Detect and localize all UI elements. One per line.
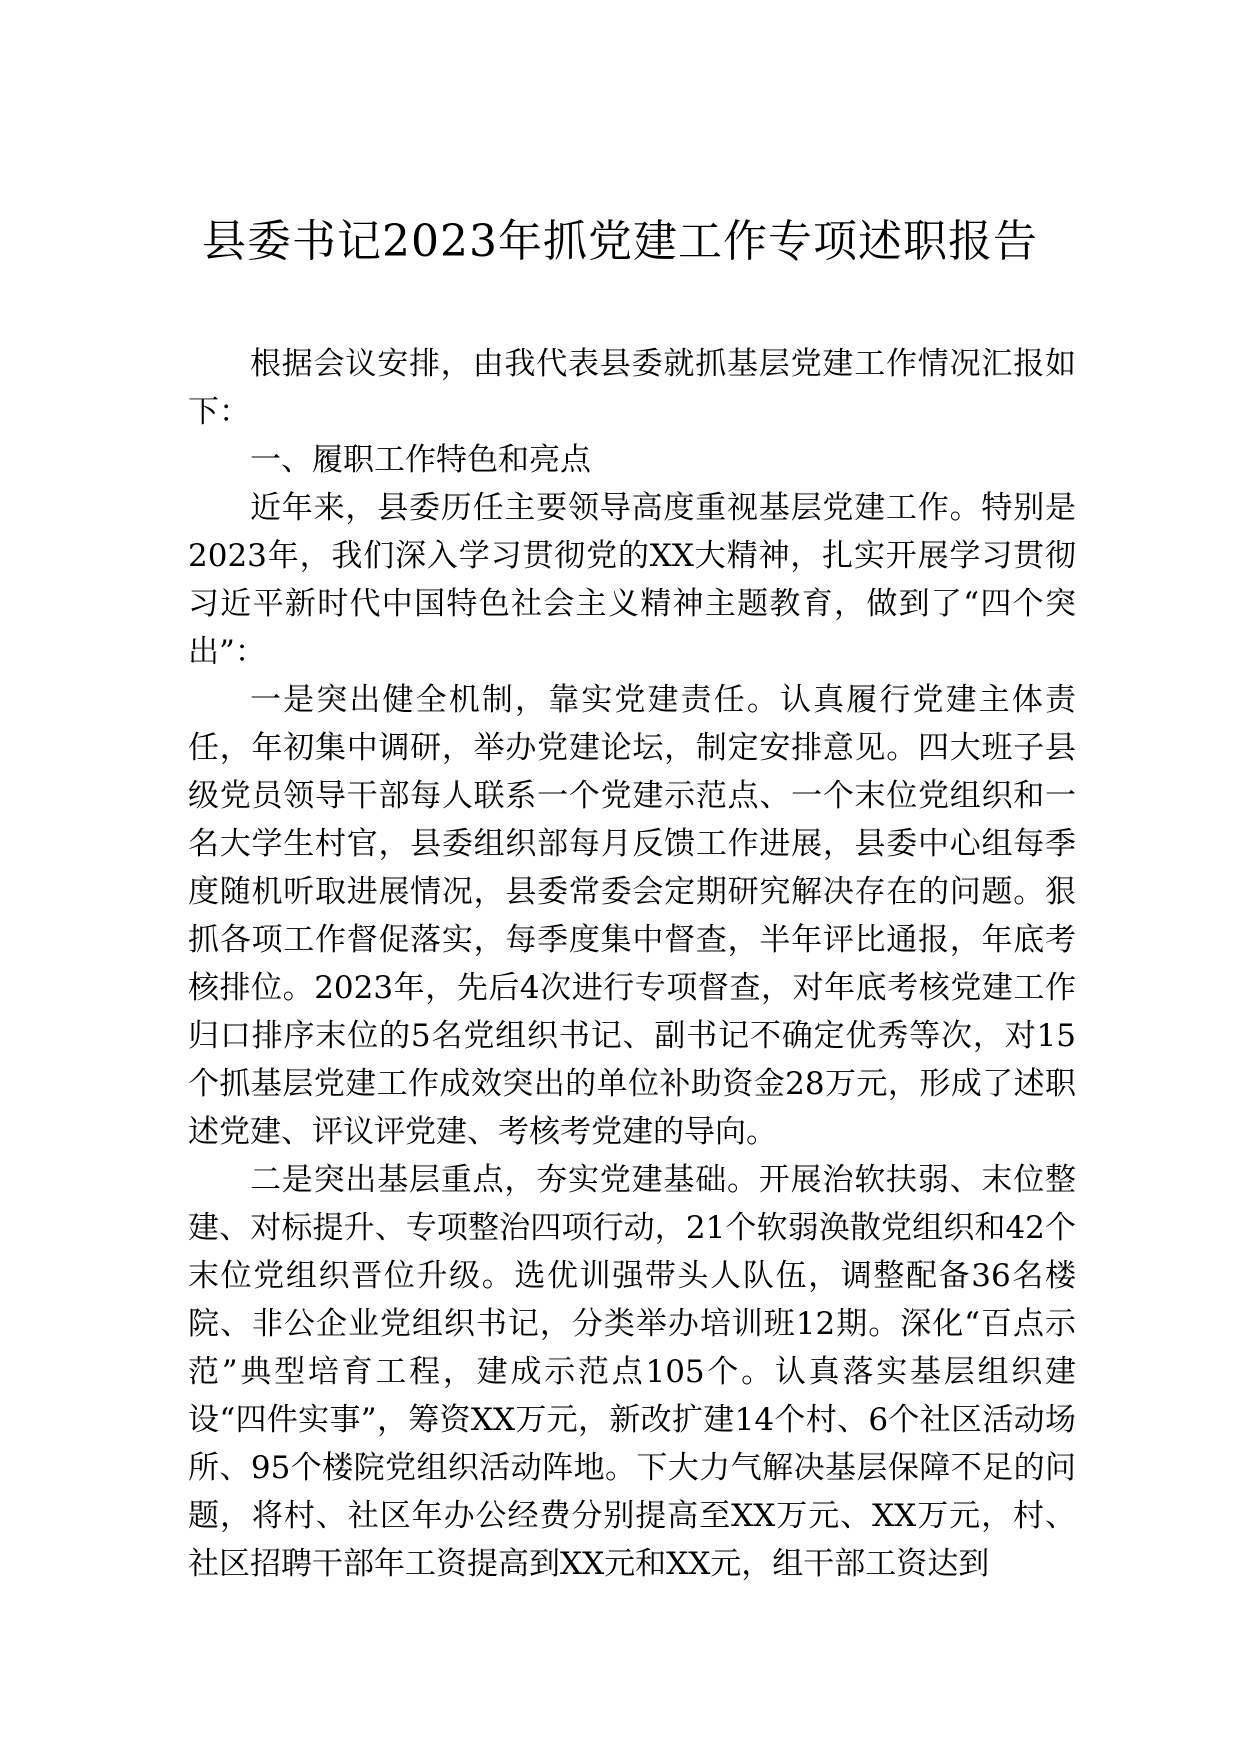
section-heading: 一、履职工作特色和亮点 <box>250 442 591 478</box>
document-body <box>188 340 1076 1588</box>
paragraph-point-one: 一是突出健全机制，靠实党建责任。认真履行党建主体责任，年初集中调研，举办党建论坛，制定安排意见。四大班子县级党员领导干部每人联系一个党建示范点、一个末位党组织和一名大学生村官，县委组织部每月反馈工作进展，县委中心组每季度随机听取进展情况，县委常委会定期研究解决存在的问题。狠抓各项工作督促落实，每季度集中督查，半年评比通报，年底考核排位。2023年，先后4次进行专项督查，对年底考核党建工作归口排序末位的5名党组织书记、副书记不确定优秀等次，对15个抓基层党建工作成效突出的单位补助资金28万元，形成了述职述党建、评议评党建、考核考党建的导向。 <box>188 682 1076 1150</box>
paragraph-overview: 近年来，县委历任主要领导高度重视基层党建工作。特别是2023年，我们深入学习贯彻党的XX大精神，扎实开展学习贯彻习近平新时代中国特色社会主义精神主题教育，做到了“四个突出”： <box>188 490 1076 670</box>
document-title: 县委书记2023年抓党建工作专项述职报告 <box>202 216 1038 267</box>
paragraph-intro: 根据会议安排，由我代表县委就抓基层党建工作情况汇报如下： <box>188 346 1076 430</box>
paragraph-point-two: 二是突出基层重点，夯实党建基础。开展治软扶弱、末位整建、对标提升、专项整治四项行动，21个软弱涣散党组织和42个末位党组织晋位升级。选优训强带头人队伍，调整配备36名楼院、非公企业党组织书记，分类举办培训班12期。深化“百点示范”典型培育工程，建成示范点105个。认真落实基层组织建设“四件实事”，筹资XX万元，新改扩建14个村、6个社区活动场所、95个楼院党组织活动阵地。下大力气解决基层保障不足的问题，将村、社区年办公经费分别提高至XX万元、XX万元，村、社区招聘干部年工资提高到XX元和XX元，组干部工资达到 <box>188 1162 1076 1582</box>
